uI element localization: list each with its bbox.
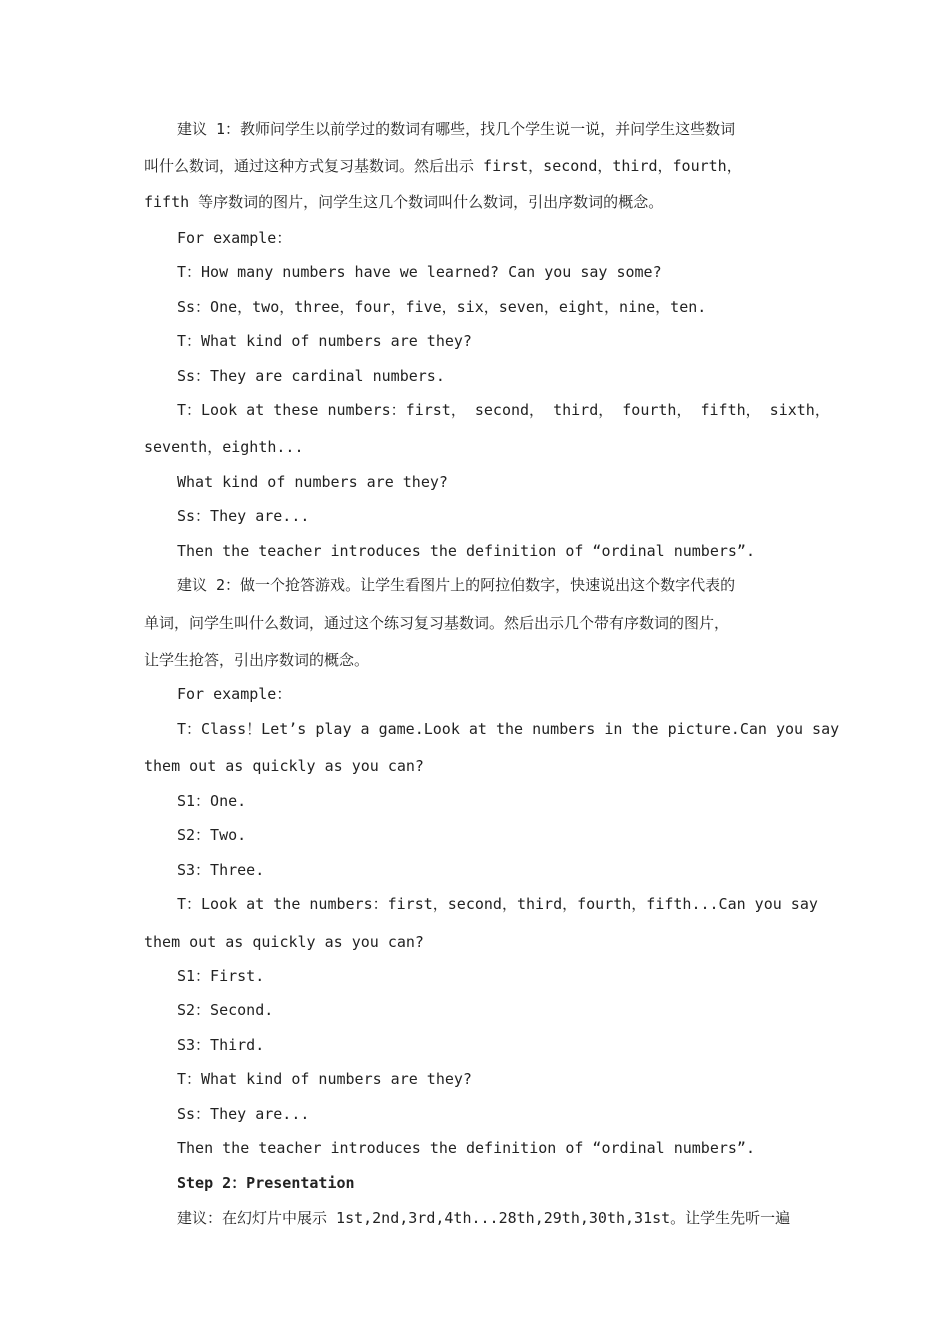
dialogue-line: Ss：They are cardinal numbers.: [177, 367, 445, 385]
dialogue-line-continued: them out as quickly as you can?: [144, 757, 424, 775]
paragraph-suggestion-1-line-3: fifth 等序数词的图片，问学生这几个数词叫什么数词，引出序数词的概念。: [144, 193, 664, 211]
paragraph-suggestion-2-line-2: 单词，问学生叫什么数词，通过这个练习复习基数词。然后出示几个带有序数词的图片，: [144, 614, 730, 632]
dialogue-line: What kind of numbers are they?: [177, 473, 448, 491]
dialogue-line: S3：Three.: [177, 861, 265, 879]
teacher-introduction-line: Then the teacher introduces the definition of “ordinal numbers”.: [177, 1139, 755, 1157]
dialogue-line-continued: them out as quickly as you can?: [144, 933, 424, 951]
step-2-heading: Step 2：Presentation: [177, 1174, 355, 1192]
dialogue-line: T：Look at the numbers：first，second，third，fourth，fifth...Can you say: [177, 895, 818, 913]
dialogue-line-continued: seventh，eighth...: [144, 438, 304, 456]
dialogue-line: S1：First.: [177, 967, 265, 985]
dialogue-line: S3：Third.: [177, 1036, 265, 1054]
dialogue-line: T：Class！Let’s play a game.Look at the numbers in the picture.Can you say: [177, 720, 840, 738]
dialogue-line: S2：Two.: [177, 826, 247, 844]
dialogue-line: Ss：They are...: [177, 1105, 310, 1123]
paragraph-suggestion-1-line-1: 建议 1：教师问学生以前学过的数词有哪些，找几个学生说一说，并问学生这些数词: [177, 120, 736, 138]
presentation-suggestion-line: 建议：在幻灯片中展示 1st,2nd,3rd,4th...28th,29th,30th,31st。让学生先听一遍: [177, 1209, 791, 1227]
paragraph-suggestion-2-line-3: 让学生抢答，引出序数词的概念。: [144, 651, 370, 669]
dialogue-line: T：What kind of numbers are they?: [177, 332, 472, 350]
dialogue-line: S2：Second.: [177, 1001, 274, 1019]
for-example-label: For example：: [177, 685, 292, 703]
dialogue-line: T：Look at these numbers：first， second， third， fourth， fifth， sixth，: [177, 401, 830, 419]
dialogue-line: T：How many numbers have we learned? Can you say some?: [177, 263, 662, 281]
dialogue-line: S1：One.: [177, 792, 247, 810]
dialogue-line: Ss：They are...: [177, 507, 310, 525]
dialogue-line: T：What kind of numbers are they?: [177, 1070, 472, 1088]
for-example-label: For example：: [177, 229, 292, 247]
dialogue-line: Ss：One，two，three，four，five，six，seven，eight，nine，ten.: [177, 298, 707, 316]
paragraph-suggestion-2-line-1: 建议 2：做一个抢答游戏。让学生看图片上的阿拉伯数字，快速说出这个数字代表的: [177, 576, 736, 594]
paragraph-suggestion-1-line-2: 叫什么数词，通过这种方式复习基数词。然后出示 first，second，third，fourth，: [144, 157, 742, 175]
teacher-introduction-line: Then the teacher introduces the definition of “ordinal numbers”.: [177, 542, 755, 560]
